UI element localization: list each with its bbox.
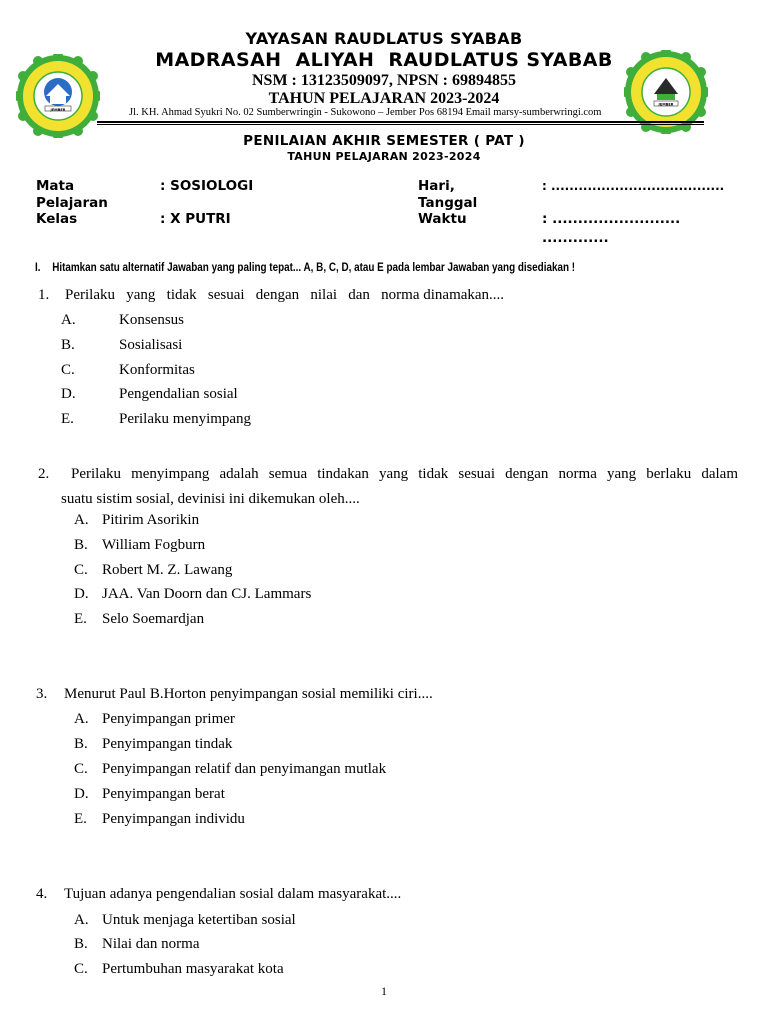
option-3d[interactable]: D. Penyimpangan berat bbox=[74, 786, 225, 802]
question-text: Perilaku yang tidak sesuai dengan nilai dan norma dinamakan.... bbox=[65, 287, 505, 303]
option-1b[interactable]: B. Sosialisasi bbox=[61, 337, 183, 353]
day-date-label: Hari, Tanggal bbox=[418, 178, 478, 211]
option-3c[interactable]: C. Penyimpangan relatif dan penyimangan mutlak bbox=[74, 761, 387, 777]
question-1: 1. Perilaku yang tidak sesuai dengan nilai dan norma dinamakan.... bbox=[38, 287, 505, 303]
option-1d[interactable]: D. Pengendalian sosial bbox=[61, 386, 238, 402]
option-2e[interactable]: E. Selo Soemardjan bbox=[74, 611, 205, 627]
option-1a[interactable]: A. Konsensus bbox=[61, 312, 185, 328]
header-divider-thin bbox=[97, 124, 704, 125]
header-divider bbox=[97, 121, 704, 123]
school-ids: NSM : 13123509097, NPSN : 69894855 bbox=[252, 72, 516, 89]
question-3: 3. Menurut Paul B.Horton penyimpangan sosial memiliki ciri.... bbox=[36, 686, 433, 702]
option-4b[interactable]: B. Nilai dan norma bbox=[74, 936, 200, 952]
subject-value: : SOSIOLOGI bbox=[160, 178, 254, 194]
instruction-number: I. bbox=[35, 262, 41, 274]
question-4: 4. Tujuan adanya pengendalian sosial dalam masyarakat.... bbox=[36, 886, 402, 902]
question-text: Menurut Paul B.Horton penyimpangan sosial memiliki ciri.... bbox=[64, 686, 433, 702]
question-text: Perilaku menyimpang adalah semua tindakan yang tidak sesuai dengan norma yang berlaku dalam bbox=[71, 466, 738, 482]
option-3a[interactable]: A. Penyimpangan primer bbox=[74, 711, 235, 727]
option-1c[interactable]: C. Konformitas bbox=[61, 362, 195, 378]
subject-label: Mata Pelajaran bbox=[36, 178, 108, 211]
option-1e[interactable]: E. Perilaku menyimpang bbox=[61, 411, 252, 427]
option-2c[interactable]: C. Robert M. Z. Lawang bbox=[74, 562, 233, 578]
class-value: : X PUTRI bbox=[160, 211, 231, 227]
instruction-text: Hitamkan satu alternatif Jawaban yang paling tepat... A, B, C, D, atau E pada lembar Jawaban yang disediakan ! bbox=[52, 262, 576, 274]
academic-year: TAHUN PELAJARAN 2023-2024 bbox=[268, 90, 500, 107]
option-4c[interactable]: C. Pertumbuhan masyarakat kota bbox=[74, 961, 284, 977]
class-label: Kelas bbox=[36, 211, 78, 227]
exam-year: TAHUN PELAJARAN 2023-2024 bbox=[287, 150, 481, 163]
option-3e[interactable]: E. Penyimpangan individu bbox=[74, 811, 245, 827]
foundation-name: YAYASAN RAUDLATUS SYABAB bbox=[245, 29, 523, 48]
instruction bbox=[35, 262, 575, 274]
question-text: Tujuan adanya pengendalian sosial dalam masyarakat.... bbox=[64, 886, 402, 902]
school-address: Jl. KH. Ahmad Syukri No. 02 Sumberwringin - Sukowono – Jember Pos 68194 Email marsy-sumberwringi.com bbox=[129, 107, 602, 118]
option-2a[interactable]: A. Pitirim Asorikin bbox=[74, 512, 200, 528]
page-number: 1 bbox=[381, 984, 387, 998]
day-date-field: : ...................................... bbox=[542, 179, 725, 193]
exam-title: PENILAIAN AKHIR SEMESTER ( PAT ) bbox=[243, 133, 525, 149]
logo-city-text: JEMBER bbox=[50, 108, 66, 112]
question-2: 2. Perilaku menyimpang adalah semua tindakan yang tidak sesuai dengan norma yang berlaku dalam suatu sistim sosial, devinisi ini dikemukan oleh.... bbox=[38, 462, 738, 512]
logo-city-text: JEMBER bbox=[658, 102, 674, 107]
question-text-cont: suatu sistim sosial, devinisi ini dikemukan oleh.... bbox=[61, 491, 360, 507]
option-3b[interactable]: B. Penyimpangan tindak bbox=[74, 736, 233, 752]
time-label: Waktu bbox=[418, 211, 467, 227]
option-2d[interactable]: D. JAA. Van Doorn dan CJ. Lammars bbox=[74, 586, 312, 602]
option-2b[interactable]: B. William Fogburn bbox=[74, 537, 206, 553]
option-4a[interactable]: A. Untuk menjaga ketertiban sosial bbox=[74, 912, 296, 928]
time-field: : ......................... ............. bbox=[542, 211, 681, 246]
school-name: MADRASAH ALIYAH RAUDLATUS SYABAB bbox=[155, 49, 613, 71]
